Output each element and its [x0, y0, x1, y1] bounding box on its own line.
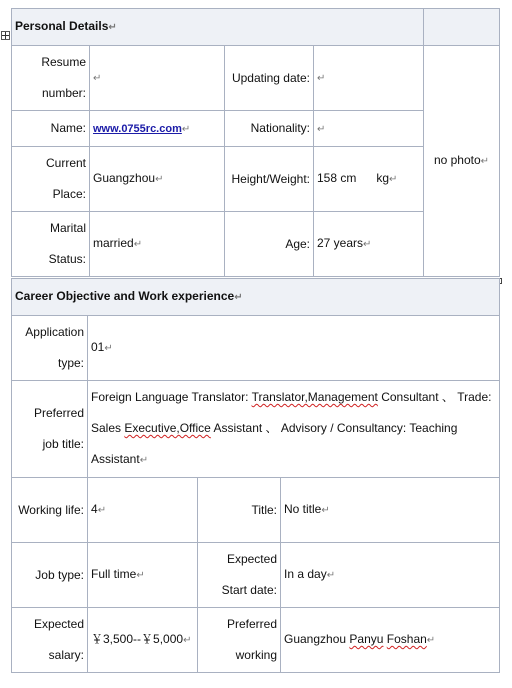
nationality-label: Nationality:	[225, 111, 314, 147]
resume-number-label: Resume number:	[12, 46, 90, 111]
career-heading[interactable]: Career Objective and Work experience↵	[12, 279, 500, 316]
application-type-value[interactable]: 01↵	[88, 316, 500, 381]
personal-details-table	[11, 8, 500, 277]
resume-number-row	[12, 46, 500, 111]
resume-number-value[interactable]: ↵	[90, 46, 225, 111]
marital-status-label: Marital Status:	[12, 212, 90, 277]
expected-salary-value[interactable]: ￥3,500--￥5,000↵	[88, 608, 198, 673]
name-value[interactable]: www.0755rc.com↵	[90, 111, 225, 147]
table-move-handle-icon[interactable]	[1, 31, 10, 40]
title-value[interactable]: No title↵	[281, 478, 500, 543]
current-place-value[interactable]: Guangzhou↵	[90, 147, 225, 212]
height-weight-value[interactable]: 158 cm kg↵	[314, 147, 424, 212]
expected-start-label: Expected Start date:	[198, 543, 281, 608]
header-empty-cell[interactable]	[424, 9, 500, 46]
preferred-job-row	[12, 381, 500, 478]
name-link[interactable]: www.0755rc.com	[93, 122, 182, 135]
application-type-row	[12, 316, 500, 381]
name-label: Name:	[12, 111, 90, 147]
nationality-value[interactable]: ↵	[314, 111, 424, 147]
working-life-label: Working life:	[12, 478, 88, 543]
expected-start-value[interactable]: In a day↵	[281, 543, 500, 608]
job-type-label: Job type:	[12, 543, 88, 608]
updating-date-label: Updating date:	[225, 46, 314, 111]
personal-details-heading[interactable]: Personal Details↵	[12, 9, 424, 46]
photo-cell[interactable]: no photo↵	[424, 46, 500, 277]
title-label: Title:	[198, 478, 281, 543]
age-label: Age:	[225, 212, 314, 277]
job-type-value[interactable]: Full time↵	[88, 543, 198, 608]
expected-salary-row	[12, 608, 500, 673]
current-place-label: Current Place:	[12, 147, 90, 212]
updating-date-value[interactable]: ↵	[314, 46, 424, 111]
age-value[interactable]: 27 years↵	[314, 212, 424, 277]
preferred-working-value[interactable]: Guangzhou Panyu Foshan↵	[281, 608, 500, 673]
preferred-job-label: Preferred job title:	[12, 381, 88, 478]
marital-status-value[interactable]: married↵	[90, 212, 225, 277]
working-life-row	[12, 478, 500, 543]
preferred-working-label: Preferred working	[198, 608, 281, 673]
career-header-row	[12, 279, 500, 316]
job-type-row	[12, 543, 500, 608]
height-weight-label: Height/Weight:	[225, 147, 314, 212]
preferred-job-value[interactable]: Foreign Language Translator: Translator,Management Consultant 、 Trade: Sales Executive,Office Assistant 、 Advisory / Consultancy: Teaching Assistant↵	[88, 381, 500, 478]
working-life-value[interactable]: 4↵	[88, 478, 198, 543]
photo-placeholder: no photo	[433, 153, 481, 167]
expected-salary-label: Expected salary:	[12, 608, 88, 673]
career-objective-table	[11, 278, 500, 673]
application-type-label: Application type:	[12, 316, 88, 381]
personal-details-header-row	[12, 9, 500, 46]
